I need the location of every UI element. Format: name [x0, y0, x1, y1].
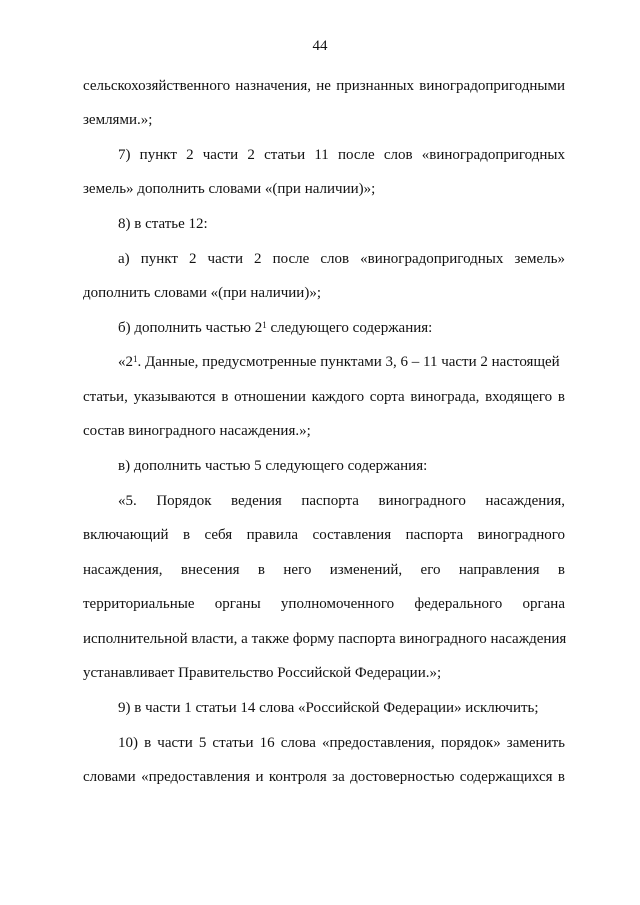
- text-segment: следующего содержания:: [270, 320, 433, 336]
- text-line: 9) в части 1 статьи 14 слова «Российской Федерации» исключить;: [118, 700, 539, 716]
- text-line: «5. Порядок ведения паспорта виноградного насаждения,: [118, 493, 565, 509]
- text-line: сельскохозяйственного назначения, не признанных виноградопригодными: [83, 78, 565, 94]
- text-line: устанавливает Правительство Российской Федерации.»;: [83, 665, 442, 681]
- text-line: земель» дополнить словами «(при наличии)»;: [83, 181, 376, 197]
- text-line: в) дополнить частью 5 следующего содержания:: [118, 458, 428, 474]
- text-line: статьи, указываются в отношении каждого сорта винограда, входящего в: [83, 389, 565, 405]
- text-line: словами «предоставления и контроля за достоверностью содержащихся в: [83, 769, 565, 785]
- page-number: 44: [312, 38, 328, 54]
- text-line: состав виноградного насаждения.»;: [83, 423, 311, 439]
- text-line: дополнить словами «(при наличии)»;: [83, 285, 321, 301]
- text-segment: б) дополнить частью 2: [118, 320, 263, 336]
- text-line: 7) пункт 2 части 2 статьи 11 после слов «виноградопригодных: [118, 147, 565, 163]
- text-line: насаждения, внесения в него изменений, его направления в: [83, 562, 565, 578]
- text-line: 10) в части 5 статьи 16 слова «предоставления, порядок» заменить: [118, 735, 565, 751]
- text-line: включающий в себя правила составления паспорта виноградного: [83, 527, 565, 543]
- text-line: 8) в статье 12:: [118, 216, 208, 232]
- text-line: территориальные органы уполномоченного федерального органа: [83, 596, 565, 612]
- text-line: [118, 352, 565, 372]
- text-segment: «2: [118, 354, 133, 370]
- text-line: исполнительной власти, а также форму паспорта виноградного насаждения: [83, 631, 567, 647]
- text-line: [118, 318, 600, 338]
- superscript: 1: [262, 320, 267, 330]
- text-line: а) пункт 2 части 2 после слов «виноградопригодных земель»: [118, 251, 565, 267]
- superscript: 1: [133, 354, 138, 364]
- text-segment: . Данные, предусмотренные пунктами 3, 6 – 11 части 2 настоящей: [137, 354, 560, 370]
- text-line: землями.»;: [83, 112, 153, 128]
